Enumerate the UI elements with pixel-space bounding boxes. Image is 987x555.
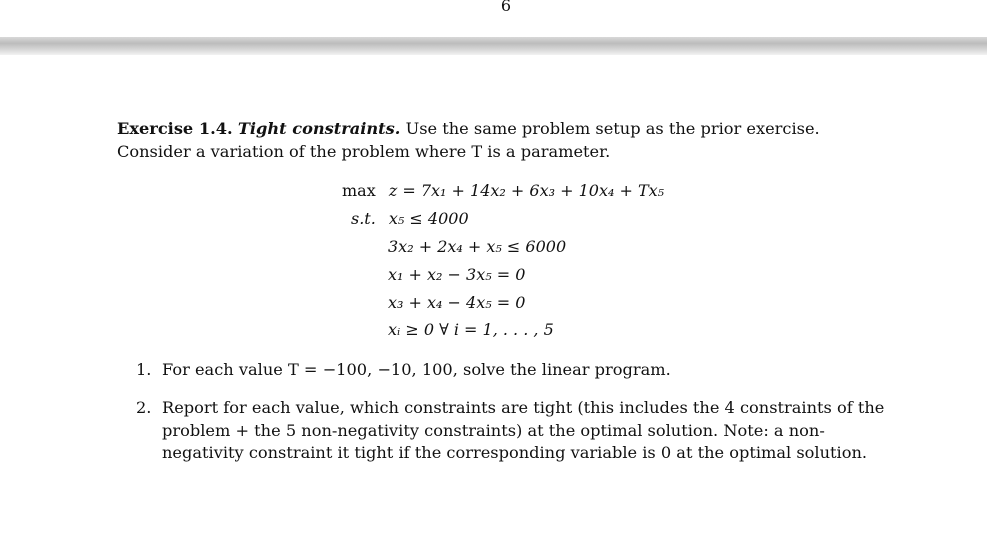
constraint-4: x₃ + x₄ − 4x₅ = 0: [388, 293, 526, 312]
st-keyword: s.t.: [351, 209, 376, 228]
constraint-1: x₅ ≤ 4000: [388, 209, 469, 228]
exercise-title: Tight constraints.: [237, 119, 401, 138]
lp-constraint-line-2: [388, 237, 566, 257]
lp-constraint-line-3: [388, 265, 525, 285]
constraint-5: xᵢ ≥ 0 ∀ i = 1, . . . , 5: [388, 320, 554, 339]
task-text-2: Report for each value, which constraints are tight (this includes the 4 constraints of the problem + the 5 non-negativity constraints) at the optimal solution. Note: a non-negativity constraint it tight if the corresponding variable is 0 at the optimal solution.: [162, 398, 885, 462]
constraint-3: x₁ + x₂ − 3x₅ = 0: [388, 265, 526, 284]
lp-constraint-line-5: [388, 320, 554, 340]
lp-constraint-line-1: [351, 209, 469, 229]
task-number-1: 1.: [136, 360, 152, 379]
exercise-label: Exercise 1.4.: [117, 119, 233, 138]
task-text-1: For each value T = −100, −10, 100, solve the linear program.: [162, 360, 671, 379]
max-keyword: max: [342, 181, 376, 200]
page-number: 6: [500, 0, 512, 15]
lp-objective-line: [342, 181, 664, 201]
exercise-paragraph: [117, 118, 857, 163]
lp-constraint-line-4: [388, 293, 525, 313]
task-number-2: 2.: [136, 398, 152, 417]
task-item-2: [136, 397, 896, 465]
exercise-intro: Use the same problem setup as the prior exercise. Consider a variation of the problem where T is a parameter.: [117, 119, 820, 161]
task-item-1: [136, 359, 896, 382]
constraint-2: 3x₂ + 2x₄ + x₅ ≤ 6000: [388, 237, 567, 256]
page-separator: [0, 37, 987, 55]
objective-expression: z = 7x₁ + 14x₂ + 6x₃ + 10x₄ + Tx₅: [388, 181, 665, 200]
